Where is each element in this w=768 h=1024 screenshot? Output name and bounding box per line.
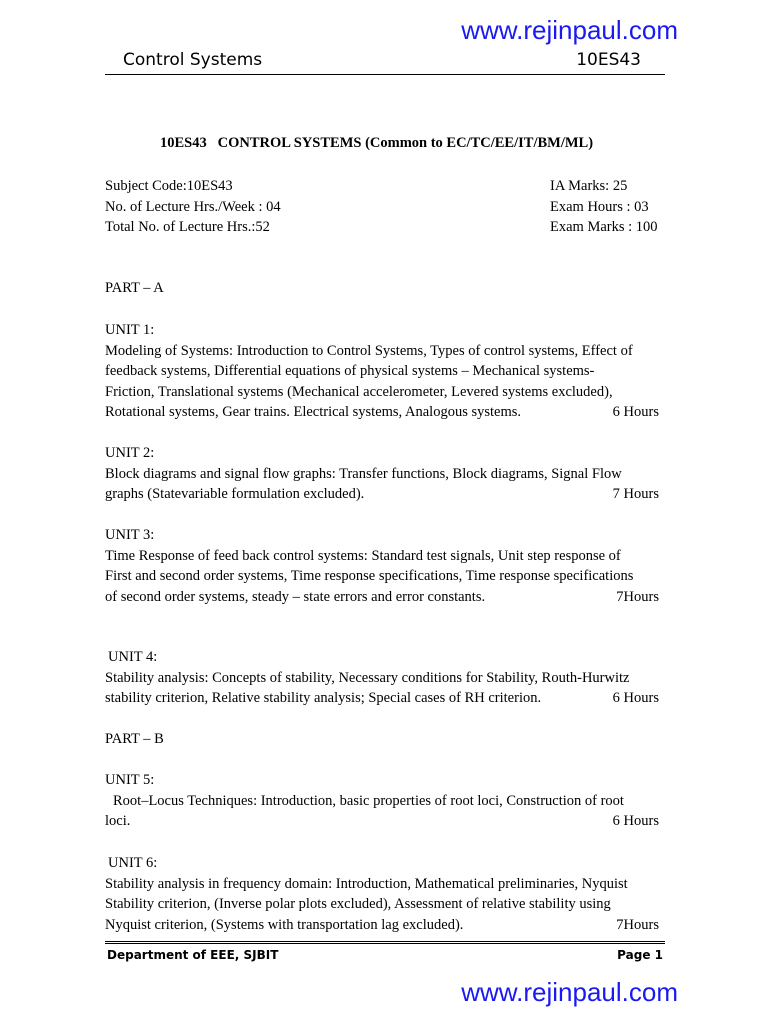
unit-line: Stability criterion, (Inverse polar plots excluded), Assessment of relative stability using bbox=[105, 896, 611, 913]
unit-line: Stability analysis: Concepts of stability, Necessary conditions for Stability, Routh-Hurwitz bbox=[105, 669, 630, 686]
unit-line: of second order systems, steady – state errors and error constants. bbox=[105, 588, 486, 605]
unit-line: Stability analysis in frequency domain: Introduction, Mathematical preliminaries, Nyquist bbox=[105, 875, 628, 892]
unit-line: Root–Locus Techniques: Introduction, basic properties of root loci, Construction of root bbox=[113, 792, 624, 809]
watermark-url-top[interactable]: www.rejinpaul.com bbox=[461, 15, 678, 45]
exam-marks: Exam Marks : 100 bbox=[550, 219, 658, 236]
footer-department: Department of EEE, SJBIT bbox=[107, 948, 279, 962]
part-b-heading: PART – B bbox=[105, 731, 164, 747]
unit-heading: UNIT 1: bbox=[105, 322, 155, 338]
page-header bbox=[105, 48, 665, 75]
total-lecture-hrs: Total No. of Lecture Hrs.:52 bbox=[105, 219, 270, 236]
unit-line: Friction, Translational systems (Mechanical accelerometer, Levered systems excluded), bbox=[105, 383, 613, 400]
header-course-name: Control Systems bbox=[123, 50, 263, 70]
unit-hours: 6 Hours bbox=[612, 404, 659, 421]
unit-hours: 6 Hours bbox=[612, 690, 659, 707]
unit-line: Block diagrams and signal flow graphs: Transfer functions, Block diagrams, Signal Flow bbox=[105, 465, 622, 482]
unit-hours: 7Hours bbox=[616, 588, 659, 605]
unit-3 bbox=[105, 525, 661, 607]
unit-5 bbox=[105, 770, 661, 832]
meta-row bbox=[105, 217, 661, 238]
header-course-code: 10ES43 bbox=[576, 50, 641, 70]
unit-heading: UNIT 2: bbox=[105, 445, 155, 461]
syllabus-title: 10ES43 CONTROL SYSTEMS (Common to EC/TC/EE/IT/BM/ML) bbox=[160, 135, 594, 151]
unit-1 bbox=[105, 320, 661, 423]
unit-line: stability criterion, Relative stability analysis; Special cases of RH criterion. bbox=[105, 690, 542, 707]
unit-heading: UNIT 6: bbox=[108, 855, 158, 871]
unit-hours: 6 Hours bbox=[612, 813, 659, 830]
unit-line: Time Response of feed back control systems: Standard test signals, Unit step response of bbox=[105, 547, 621, 564]
ia-marks: IA Marks: 25 bbox=[550, 178, 628, 194]
meta-row bbox=[105, 197, 661, 218]
unit-heading: UNIT 4: bbox=[108, 649, 158, 665]
exam-hours: Exam Hours : 03 bbox=[550, 198, 649, 215]
unit-2 bbox=[105, 443, 661, 505]
unit-hours: 7 Hours bbox=[612, 486, 659, 503]
unit-heading: UNIT 5: bbox=[105, 772, 155, 788]
subject-code: Subject Code:10ES43 bbox=[105, 178, 233, 194]
unit-line: graphs (Statevariable formulation excluded). bbox=[105, 486, 365, 503]
unit-line: First and second order systems, Time response specifications, Time response specifications bbox=[105, 568, 634, 585]
unit-6 bbox=[105, 853, 661, 935]
part-a-heading: PART – A bbox=[105, 280, 164, 296]
unit-line: feedback systems, Differential equations of physical systems – Mechanical systems- bbox=[105, 363, 595, 380]
unit-line: Rotational systems, Gear trains. Electrical systems, Analogous systems. bbox=[105, 404, 522, 421]
unit-4 bbox=[105, 647, 661, 709]
lecture-hrs-week: No. of Lecture Hrs./Week : 04 bbox=[105, 198, 281, 215]
unit-line: Modeling of Systems: Introduction to Control Systems, Types of control systems, Effect of bbox=[105, 342, 633, 359]
watermark-url-bottom[interactable]: www.rejinpaul.com bbox=[461, 977, 678, 1007]
unit-hours: 7Hours bbox=[616, 916, 659, 933]
meta-row bbox=[105, 176, 661, 197]
footer-page-number: Page 1 bbox=[617, 948, 663, 962]
page-footer bbox=[105, 941, 665, 962]
unit-line: loci. bbox=[105, 813, 131, 830]
meta-block bbox=[105, 176, 661, 238]
unit-heading: UNIT 3: bbox=[105, 527, 155, 543]
unit-line: Nyquist criterion, (Systems with transportation lag excluded). bbox=[105, 916, 464, 933]
